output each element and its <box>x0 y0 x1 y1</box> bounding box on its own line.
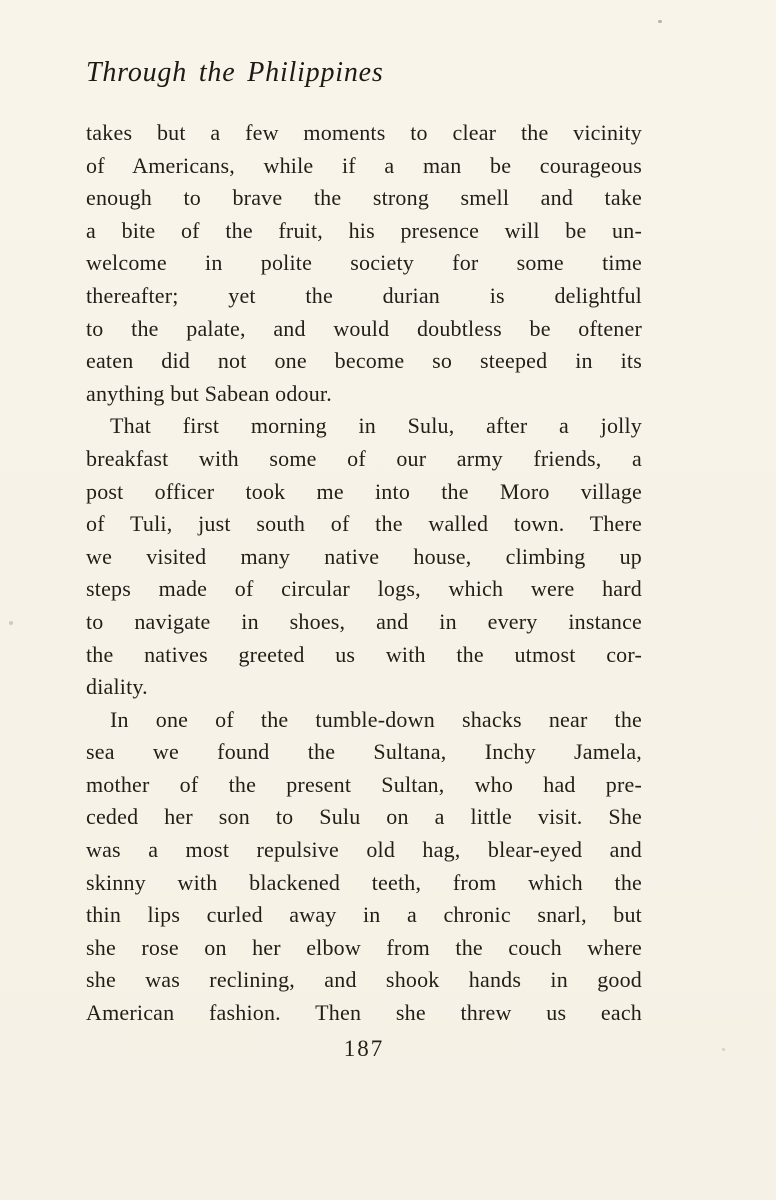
text-line: ceded her son to Sulu on a little visit. She <box>86 804 642 830</box>
text-line: thin lips curled away in a chronic snarl, but <box>86 902 642 928</box>
text-line: to the palate, and would doubtless be oftener <box>86 315 642 341</box>
text-line: skinny with blackened teeth, from which the <box>86 869 642 895</box>
text-line: In one of the tumble-down shacks near the <box>110 706 642 732</box>
text-line: we visited many native house, climbing up <box>86 543 642 569</box>
text-line: breakfast with some of our army friends, a <box>86 445 642 471</box>
text-line: welcome in polite society for some time <box>86 250 642 276</box>
text-line: That first morning in Sulu, after a jolly <box>110 413 642 439</box>
page-number: 187 <box>343 1036 385 1061</box>
text-line: eaten did not one become so steeped in its <box>86 348 642 374</box>
text-line: steps made of circular logs, which were hard <box>86 576 642 602</box>
text-line: enough to brave the strong smell and take <box>86 185 642 211</box>
scan-speck <box>9 621 13 625</box>
text-line: a bite of the fruit, his presence will be un- <box>86 217 642 243</box>
body-text <box>86 117 642 1030</box>
paragraph <box>86 117 642 410</box>
text-line: to navigate in shoes, and in every instance <box>86 608 642 634</box>
text-line: of Americans, while if a man be courageous <box>86 152 642 178</box>
text-line: was a most repulsive old hag, blear-eyed and <box>86 837 642 863</box>
text-line: American fashion. Then she threw us each <box>86 1000 642 1026</box>
text-line: she was reclining, and shook hands in good <box>86 967 642 993</box>
text-line: the natives greeted us with the utmost cor- <box>86 641 642 667</box>
paragraph <box>86 704 642 1030</box>
text-line: takes but a few moments to clear the vicinity <box>86 120 642 145</box>
text-line: anything but Sabean odour. <box>86 380 332 406</box>
paragraph <box>86 410 642 703</box>
text-line: thereafter; yet the durian is delightful <box>86 282 642 308</box>
text-line: post officer took me into the Moro village <box>86 478 642 504</box>
text-line: sea we found the Sultana, Inchy Jamela, <box>86 739 642 765</box>
text-line: of Tuli, just south of the walled town. There <box>86 511 642 537</box>
scan-speck <box>658 20 662 23</box>
text-line: mother of the present Sultan, who had pre- <box>86 771 642 797</box>
running-head: Through the Philippines <box>86 57 384 88</box>
text-line: diality. <box>86 674 148 700</box>
scan-speck <box>722 1048 725 1051</box>
text-line: she rose on her elbow from the couch where <box>86 934 642 960</box>
